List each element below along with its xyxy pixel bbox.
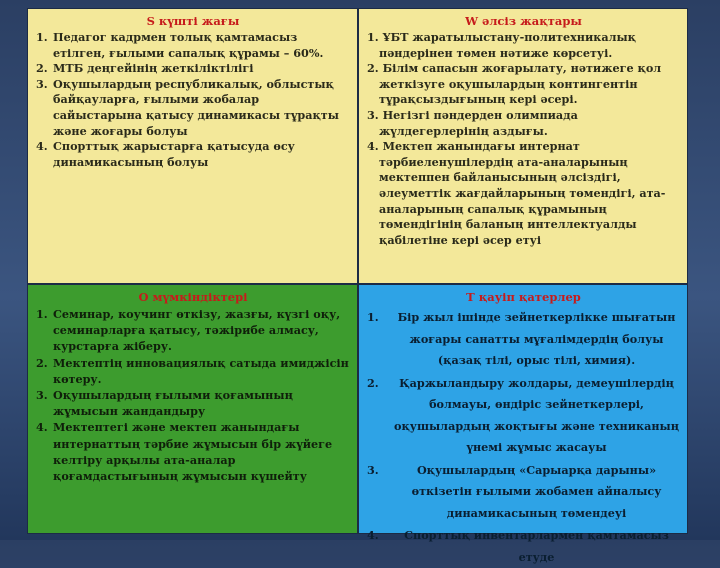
threats-list [367,307,680,568]
strengths-title: S күшті жағы [146,14,240,28]
item-number: 3. [36,76,48,91]
item-text: МТБ деңгейінің жеткіліктілігі [53,61,254,76]
item-text: Спорттық инвентарлармен қамтамасыз етуде [404,528,669,564]
item-number: 4. [36,139,48,154]
item-number: 2. [36,355,48,370]
item-number: 1. [36,30,48,44]
item-text: Оқушылардың республикалық, облыстық байқауларға, ғылыми жобалар сайыстарына қатысу динамикасы тұрақты және жоғары болуы [53,76,339,138]
list-item [367,139,680,248]
item-text: Семинар, коучинг өткізу, жазғы, күзгі оқу, семинарларға қатысу, тәжірибе алмасу, курстарға жіберу. [53,307,341,354]
list-item [36,61,350,77]
list-item [367,460,680,525]
opportunities-cell [28,285,357,533]
item-number: 2. [367,375,379,390]
list-item [367,373,680,459]
list-item [367,108,680,139]
item-number: 4. [367,528,379,542]
strengths-cell [28,9,357,283]
list-item [367,307,680,372]
item-number: 1. [367,310,379,324]
item-number: 3. [367,107,379,122]
item-number: 1. [36,307,48,321]
item-text: Мектептегі және мектеп жанындағы интернаттың тәрбие жұмысын бір жүйеге келтіру арқылы ата-аналар қоғамдастығының жұмысын күшейту [53,420,333,484]
list-item [36,355,350,387]
list-item [367,30,680,61]
list-item [367,61,680,108]
list-item [36,387,350,419]
item-text: Оқушылардың ғылыми қоғамының жұмысын жандандыру [53,388,293,419]
threats-cell [359,285,687,564]
threats-title: T қауіп қатерлер [466,290,581,304]
item-text: Негізгі пәндерден олимпиада жүлдегерлерінің аздығы. [379,107,578,138]
opportunities-title: O мүмкіндіктері [138,290,248,304]
item-text: Педагог кадрмен толық қамтамасыз етілген, ғылыми сапалық құрамы – 60%. [53,30,324,60]
weaknesses-title: W әлсіз жақтары [465,14,582,28]
item-text: Бір жыл ішінде зейнеткерлікке шығатын жоғары санатты мұғалімдердің болуы (қазақ тілі, орыс тілі, химия). [397,310,676,367]
item-number: 3. [367,462,379,477]
list-item [36,139,350,170]
item-number: 1. [367,30,379,44]
weaknesses-cell [359,9,687,283]
item-number: 2. [36,61,48,76]
strengths-list [36,30,350,170]
swot-table [27,8,688,564]
item-number: 4. [36,420,48,435]
item-text: ҰБТ жаратылыстану-политехникалық пәндерінен төмен нәтиже көрсетуі. [379,30,637,60]
weaknesses-list [367,30,680,248]
list-item [36,306,350,355]
item-number: 2. [367,61,379,76]
opportunities-list [36,306,350,484]
item-number: 3. [36,388,48,403]
item-text: Мектеп жанындағы интернат тәрбиеленушілердің ата-аналарының мектеппен байланысының әлсіздігі, әлеуметтік жағдайларының төмендігі, ата-аналарының сапалық құрамының төмендігінің баланың интеллектуалды қабілетіне кері әсер етуі [379,139,666,247]
list-item [367,525,680,568]
item-text: Білім сапасын жоғарылату, нәтижеге қол жеткізуге оқушылардың контингентін тұрақсыздығының кері әсері. [379,61,662,107]
item-text: Оқушылардың «Сарыарқа дарыны» өткізетін ғылыми жобамен айналысу динамикасының төмендеуі [411,462,662,520]
list-item [36,419,350,484]
item-number: 4. [367,139,379,154]
list-item [36,77,350,139]
item-text: Мектептің инновациялық сатыда имиджісін көтеру. [53,355,349,386]
item-text: Спорттық жарыстарға қатысуда өсу динамикасының болуы [53,139,295,169]
list-item [36,30,350,61]
item-text: Қаржыландыру жолдары, демеушілердің болмауы, өндіріс зейнеткерлері, оқушылардың жоқтығы және техниканың үнемі жұмыс жасауы [394,375,679,454]
